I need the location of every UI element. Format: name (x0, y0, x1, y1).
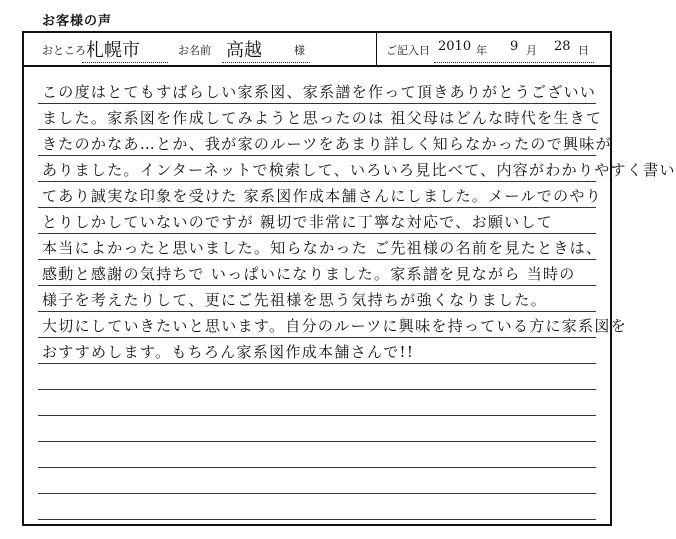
name-underline (222, 62, 310, 63)
ruled-line (38, 207, 596, 208)
name-value: 高越 (226, 40, 262, 61)
date-underline (434, 62, 594, 63)
address-label: おところ (42, 44, 86, 57)
comment-line: この度はとてもすばらしい家系図、家系譜を作って頂きありがとうございい (42, 83, 597, 101)
comment-line: おすすめします。もちろん家系図作成本舗さんで!! (42, 343, 415, 361)
ruled-line (38, 103, 596, 104)
header-divider (376, 33, 377, 67)
comment-line: てあり誠実な印象を受けた 家系図作成本舗さんにしました。メールでのやり (42, 187, 602, 205)
ruled-line (38, 363, 596, 364)
ruled-line (38, 493, 596, 494)
day-value: 28 (554, 39, 571, 54)
day-label: 日 (578, 44, 589, 57)
comment-line: 本当によかったと思いました。知らなかった ご先祖様の名前を見たときは、 (42, 239, 603, 257)
ruled-line (38, 337, 596, 338)
comment-line: 感動と感謝の気持ちで いっぱいになりました。家系譜を見ながら 当時の (42, 265, 576, 283)
month-label: 月 (526, 44, 537, 57)
ruled-line (38, 259, 596, 260)
name-suffix: 様 (294, 44, 305, 57)
comment-line: きたのかなあ…とか、我が家のルーツをあまり詳しく知らなかったので興味が (42, 135, 612, 153)
ruled-line (38, 129, 596, 130)
comment-line: 大切にしていきたいと思います。自分のルーツに興味を持っている方に家系図を (42, 317, 628, 335)
year-value: 2010 (438, 39, 472, 54)
ruled-line (38, 467, 596, 468)
comment-line: 様子を考えたりして、更にご先祖様を思う気持ちが強くなりました。 (42, 291, 548, 309)
form-header (22, 31, 612, 67)
ruled-line (38, 415, 596, 416)
comment-line: ありました。インターネットで検索して、いろいろ見比べて、内容がわかりやすく書い (42, 161, 676, 179)
ruled-line (38, 389, 596, 390)
comment-line: とりしかしていないのですが 親切で非常に丁寧な対応で、お願いして (42, 213, 554, 231)
address-underline (82, 62, 168, 63)
comment-line: ました。家系図を作成してみようと思ったのは 祖父母はどんな時代を生きて (42, 109, 603, 127)
ruled-line (38, 233, 596, 234)
name-label: お名前 (178, 44, 211, 57)
form-title: お客様の声 (42, 14, 113, 29)
month-value: 9 (510, 39, 519, 54)
ruled-line (38, 285, 596, 286)
comment-box (22, 65, 676, 526)
date-label: ご記入日 (386, 44, 430, 57)
address-value: 札幌市 (86, 40, 140, 61)
ruled-line (38, 519, 596, 520)
year-label: 年 (476, 44, 487, 57)
ruled-line (38, 155, 596, 156)
ruled-line (38, 311, 596, 312)
ruled-line (38, 181, 596, 182)
ruled-line (38, 441, 596, 442)
